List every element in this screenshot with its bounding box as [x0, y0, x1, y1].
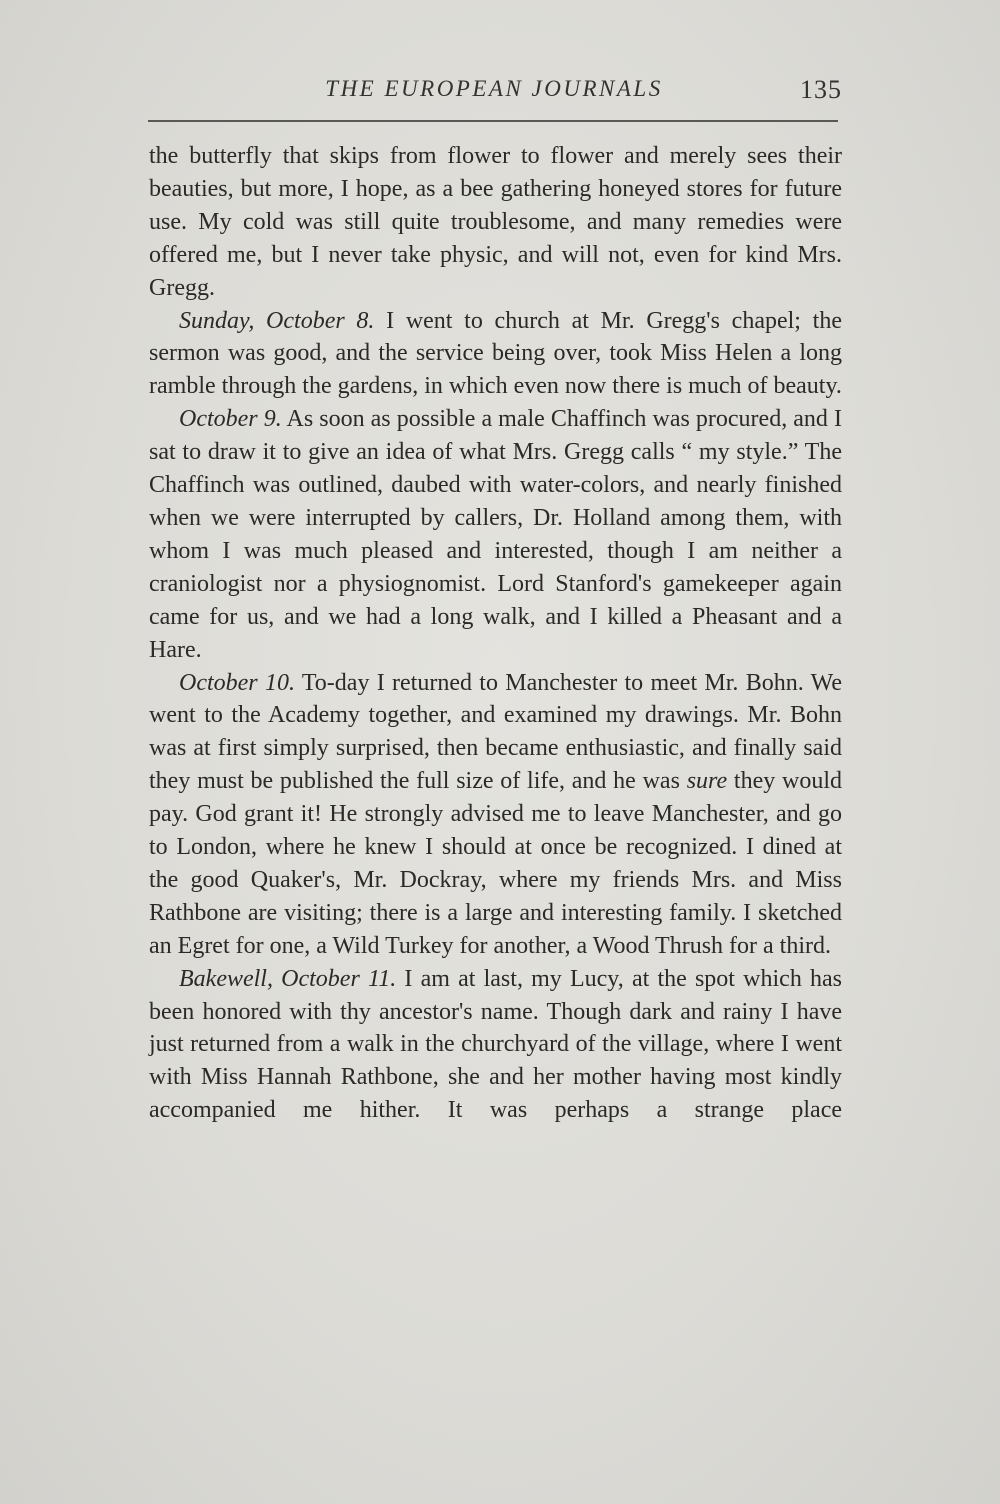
paragraph-bakewell-october-11 — [149, 963, 842, 1128]
entry-dateline: October 9. — [179, 406, 282, 433]
emphasized-word: sure — [686, 768, 728, 795]
paragraph-sunday-october-8 — [149, 305, 842, 404]
running-title: THE EUROPEAN JOURNALS — [325, 76, 663, 101]
page-number: 135 — [800, 75, 842, 104]
paragraph-text: I went to church at Mr. Gregg's chapel; the sermon was good, and the service being over, took Miss Helen a long ramble through the gardens, in which even now there is much of beauty. — [149, 307, 842, 400]
paragraph-text: they would pay. God grant it! He strongly advised me to leave Manchester, and go to London, where he knew I should at once be recognized. I dined at the good Quaker's, Mr. Dockray, where my friends Mrs. and Miss Rathbone are visiting; there is a large and interesting family. I sketched an Egret for one, a Wild Turkey for another, a Wood Thrush for a third. — [149, 768, 842, 959]
running-head — [148, 76, 840, 112]
entry-dateline: October 10. — [179, 669, 295, 696]
entry-dateline: Sunday, October 8. — [179, 307, 375, 334]
body-text — [149, 140, 842, 1127]
paragraph-october-9 — [149, 403, 842, 666]
paragraph-text: To-day I returned to Manchester to meet Mr. Bohn. We went to the Academy together, and examined my drawings. Mr. Bohn was at first simply surprised, then became enthusiastic, and finally said they must be published the full size of life, and he was — [149, 669, 842, 795]
paragraph-text: the butterfly that skips from flower to flower and merely sees their beauties, but more, I hope, as a bee gathering honeyed stores for future use. My cold was still quite troublesome, and many remedies were offered me, but I never take physic, and will not, even for kind Mrs. Gregg. — [149, 143, 842, 301]
paragraph-continuation — [149, 140, 842, 305]
paragraph-october-10 — [149, 667, 842, 963]
entry-dateline: Bakewell, October 11. — [179, 965, 397, 992]
header-rule — [148, 120, 838, 122]
paragraph-text: I am at last, my Lucy, at the spot which has been honored with thy ancestor's name. Though dark and rainy I have just returned from a walk in the churchyard of the village, where I went with Miss Hannah Rathbone, she and her mother having most kindly accompanied me hither. It was perhaps a strange place — [149, 965, 842, 1124]
paragraph-text: As soon as possible a male Chaffinch was procured, and I sat to draw it to give an idea of what Mrs. Gregg calls “ my style.” The Chaffinch was outlined, daubed with water-colors, and nearly finished when we were interrupted by callers, Dr. Holland among them, with whom I was much pleased and interested, though I am neither a craniologist nor a physiognomist. Lord Stanford's gamekeeper again came for us, and we had a long walk, and I killed a Pheasant and a Hare. — [149, 406, 842, 663]
